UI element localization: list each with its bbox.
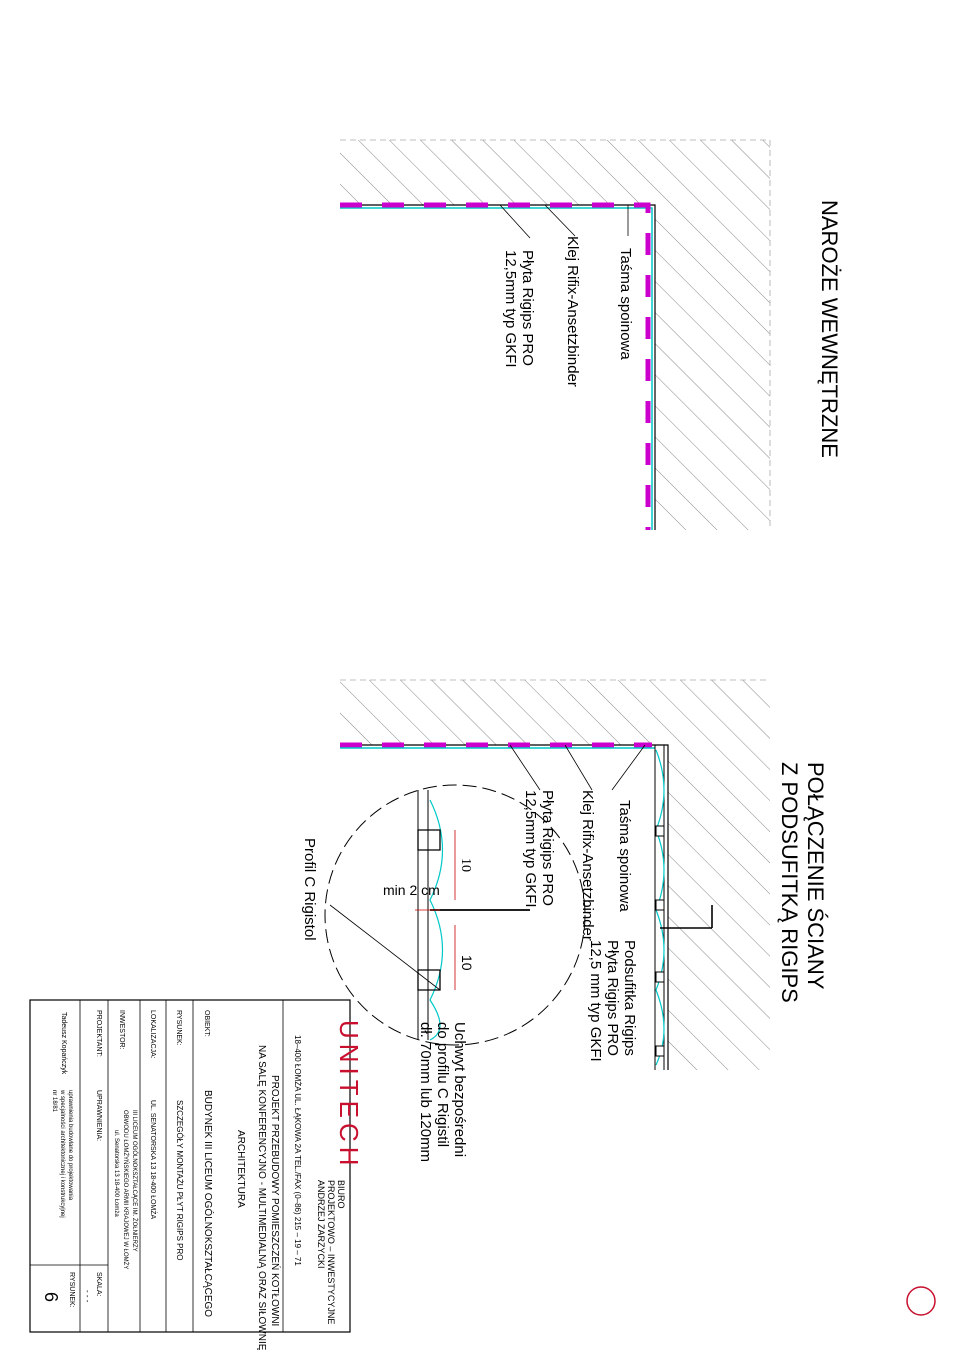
detail-title: NAROŻE WEWNĘTRZNE <box>817 200 842 458</box>
rysunek-label: RYSUNEK: <box>175 1010 182 1046</box>
obiekt-value: BUDYNEK III LICEUM OGÓLNOKSZTAŁCĄCEGO <box>202 1090 213 1318</box>
lokalizacja-value: UL. SENATORSKA 13 18-400 ŁOMŻA <box>149 1100 156 1220</box>
dim-label-a: 10 <box>458 858 473 872</box>
wall-hatch-area <box>340 140 770 530</box>
label-ceiling-line3: 12,5 mm typ GKFI <box>587 940 604 1062</box>
dim-label-b: 10 <box>459 955 475 971</box>
sheet-label: RYSUNEK: <box>68 1272 75 1308</box>
skala-value: - - - <box>83 1290 92 1303</box>
label-board-line2: 12,5mm typ GKFI <box>502 250 519 368</box>
buro-line2: PROJEKTOWO – INWESTYCYJNE <box>326 1180 336 1325</box>
label-glue: Klej Rifix-Ansetzbinder <box>579 790 596 941</box>
permission-line3: nr 18/81 <box>51 1090 57 1113</box>
leader-line <box>330 905 440 990</box>
label-tape: Taśma spoinowa <box>617 248 634 360</box>
wall-face <box>340 205 655 530</box>
label-board-line1: Płyta Rigips PRO <box>519 250 536 366</box>
label-board-line1: Płyta Rigips PRO <box>539 790 556 906</box>
leader-line <box>612 745 645 790</box>
logo: UNITECH <box>334 1020 364 1171</box>
buro-line3: ANDRZEJ ZARZYCKI <box>316 1180 326 1269</box>
project-line1: PROJEKT PRZEBUDOWY POMIESZCZEŃ KOTŁOWNI <box>269 1075 280 1327</box>
label-hanger-line3: dł. 70mm lub 120mm <box>417 1022 434 1163</box>
leader-line <box>510 745 540 790</box>
obiekt-label: OBIEKT: <box>203 1010 210 1037</box>
detail-inner-corner <box>340 140 770 530</box>
dim-label-min: min 2 cm <box>383 882 440 898</box>
lokalizacja-label: LOKALIZACJA: <box>149 1010 156 1059</box>
inwestor-label: INWESTOR: <box>118 1010 125 1050</box>
leader-line <box>500 205 530 238</box>
permission-line1: uprawnienia budowlane do projektowania <box>67 1090 73 1201</box>
uprawnienia-label: UPRAWNIENIA: <box>95 1090 102 1142</box>
detail-title-line1: POŁĄCZENIE ŚCIANY <box>803 762 828 990</box>
inwestor-line3: ul. Senatorska 13 18-400 Łomża <box>113 1130 119 1217</box>
label-profile: Profil C Rigistol <box>301 838 318 941</box>
leader-line <box>565 745 592 790</box>
rysunek-value: SZCZEGÓŁY MONTAŻU PŁYT RIGIPS PRO <box>175 1100 184 1261</box>
punch-hole-mark <box>907 1287 935 1315</box>
label-hanger-line2: do profilu C Rigistil <box>434 1022 451 1148</box>
glue-line <box>340 208 652 530</box>
address: 18–400 ŁOMŻA UL. ŁĄKOWA 2A TEL./FAX (0–86) 215 – 19 – 71 <box>293 1035 302 1266</box>
skala-label: SKALA: <box>95 1272 102 1297</box>
label-hanger-line1: Uchwyt bezpośredni <box>451 1022 468 1158</box>
detail-title-line2: Z PODSUFITKĄ RIGIPS <box>777 762 802 1003</box>
inwestor-line2: OBWODU ŁOMŻYŃSKIEGO ARMII KRAJOWEJ W ŁOMŻY <box>122 1110 128 1270</box>
label-tape: Taśma spoinowa <box>616 800 633 912</box>
inwestor-line1: III LICEUM OGÓLNOKSZTAŁCĄCE IM. ŻOŁNIERZY <box>131 1110 137 1252</box>
permission-line2: w specjalności architektonicznej i konstrukcyjnej <box>59 1090 65 1218</box>
label-ceiling-line2: Płyta Rigips PRO <box>604 940 621 1056</box>
branch: ARCHITEKTURA <box>235 1130 246 1208</box>
designer-name: Tadeusz Kopańczyk <box>60 1012 67 1075</box>
title-block <box>30 1000 364 1351</box>
hanger-markers <box>656 826 664 1056</box>
buro-line1: BIURO <box>336 1180 346 1209</box>
leader-line <box>545 205 575 236</box>
label-board-line2: 12,5mm typ GKFI <box>522 790 539 908</box>
projektant-label: PROJEKTANT: <box>95 1010 102 1057</box>
sheet-number: 6 <box>41 1292 61 1303</box>
label-ceiling-line1: Podsufitka Rigips <box>621 940 638 1056</box>
project-line2: NA SALĘ KONFERENCYJNO - MULTIMEDIALNĄ ORAZ SIŁOWNIĘ <box>256 1045 267 1351</box>
label-glue: Klej Rifix-Ansetzbinder <box>564 236 581 387</box>
board-line <box>340 205 648 530</box>
